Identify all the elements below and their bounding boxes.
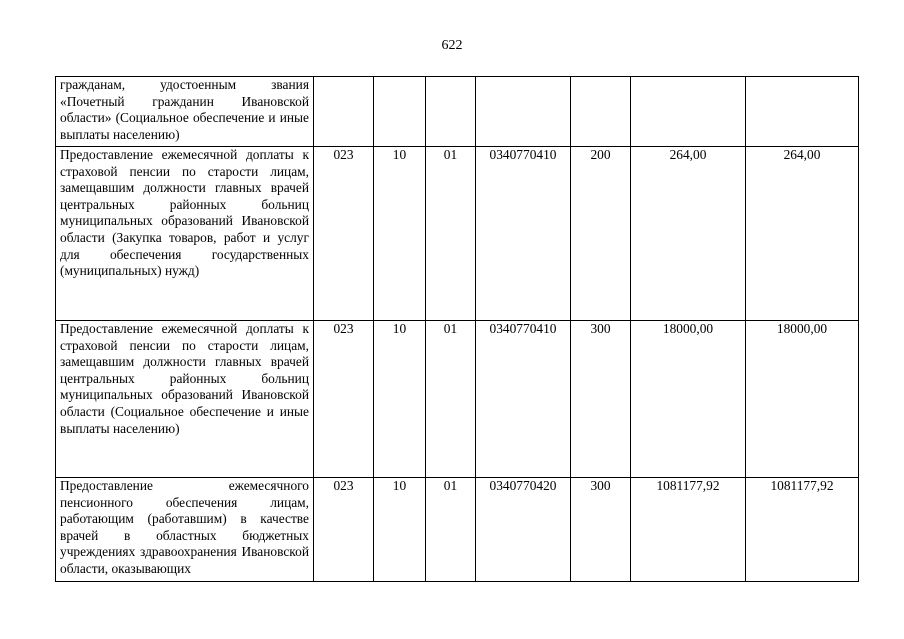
section-code-cell: 10: [374, 147, 426, 321]
table-row: [56, 321, 859, 478]
section-code-cell: 10: [374, 478, 426, 582]
subsection-code-cell: 01: [426, 147, 476, 321]
budget-table: [55, 76, 859, 582]
amount-cell: 264,00: [746, 147, 859, 321]
amount-cell: [631, 77, 746, 147]
amount-cell: 1081177,92: [746, 478, 859, 582]
expense-type-cell: 200: [571, 147, 631, 321]
amount-cell: 18000,00: [746, 321, 859, 478]
amount-cell: 18000,00: [631, 321, 746, 478]
expense-type-cell: [571, 77, 631, 147]
ministry-code-cell: 023: [314, 321, 374, 478]
amount-cell: 264,00: [631, 147, 746, 321]
ministry-code-cell: [314, 77, 374, 147]
page-number: 622: [441, 38, 463, 53]
subsection-code-cell: [426, 77, 476, 147]
ministry-code-cell: 023: [314, 147, 374, 321]
amount-cell: 1081177,92: [631, 478, 746, 582]
row-description: Предоставление ежемесячного пенсионного обеспечения лицам, работающим (работавшим) в качестве врачей в областных бюджетных учреждениях здравоохранения Ивановской области, оказывающих: [56, 478, 314, 582]
expense-type-cell: 300: [571, 321, 631, 478]
target-article-cell: 0340770410: [476, 321, 571, 478]
target-article-cell: 0340770420: [476, 478, 571, 582]
table-row: [56, 147, 859, 321]
expense-type-cell: 300: [571, 478, 631, 582]
subsection-code-cell: 01: [426, 321, 476, 478]
subsection-code-cell: 01: [426, 478, 476, 582]
amount-cell: [746, 77, 859, 147]
section-code-cell: 10: [374, 321, 426, 478]
section-code-cell: [374, 77, 426, 147]
target-article-cell: 0340770410: [476, 147, 571, 321]
target-article-cell: [476, 77, 571, 147]
row-description: Предоставление ежемесячной доплаты к страховой пенсии по старости лицам, замещавшим должности главных врачей центральных районных больниц муниципальных образований Ивановской области (Социальное обеспечение и иные выплаты населению): [56, 321, 314, 478]
ministry-code-cell: 023: [314, 478, 374, 582]
row-description: гражданам, удостоенным звания «Почетный гражданин Ивановской области» (Социальное обеспечение и иные выплаты населению): [56, 77, 314, 147]
table-row: [56, 478, 859, 582]
row-description: Предоставление ежемесячной доплаты к страховой пенсии по старости лицам, замещавшим должности главных врачей центральных районных больниц муниципальных образований Ивановской области (Закупка товаров, работ и услуг для обеспечения государственных (муниципальных) нужд): [56, 147, 314, 321]
table-row: [56, 77, 859, 147]
